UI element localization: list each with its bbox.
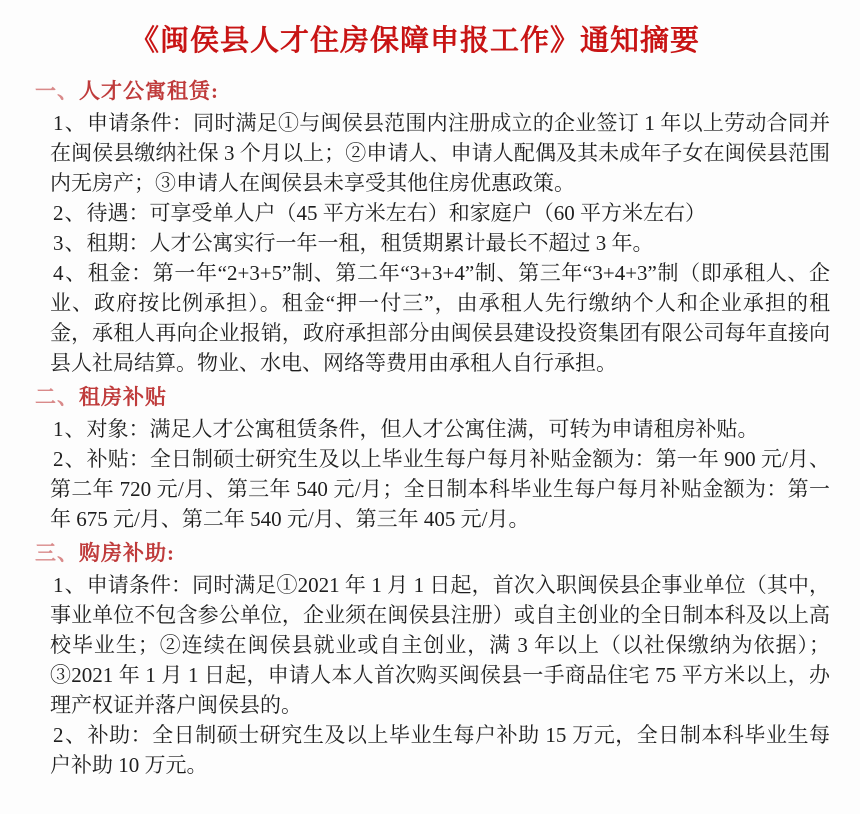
section-rent-subsidy	[0, 382, 830, 534]
section-heading	[35, 382, 830, 412]
document-title: 《闽侯县人才住房保障申报工作》通知摘要	[129, 25, 700, 57]
list-item	[50, 108, 830, 198]
section-number: 一、	[35, 79, 79, 103]
item-number: 3、	[53, 231, 87, 255]
item-number: 2、	[53, 447, 87, 471]
list-item	[50, 228, 830, 258]
section-heading	[35, 538, 830, 568]
item-text: 租期：人才公寓实行一年一租，租赁期累计最长不超过 3 年。	[86, 231, 654, 255]
section-purchase-subsidy	[0, 538, 830, 780]
item-number: 1、	[53, 417, 87, 441]
section-number: 二、	[35, 385, 79, 409]
section-title: 租房补贴	[79, 385, 167, 409]
section-number: 三、	[35, 541, 79, 565]
item-number: 2、	[53, 723, 88, 747]
item-text: 待遇：可享受单人户（45 平方米左右）和家庭户（60 平方米左右）	[86, 201, 706, 225]
list-item	[50, 258, 830, 378]
list-item	[50, 444, 830, 534]
list-item	[50, 414, 830, 444]
item-number: 2、	[53, 201, 87, 225]
item-number: 1、	[53, 573, 87, 597]
section-apartment-rental	[0, 76, 830, 378]
section-title: 人才公寓租赁:	[79, 79, 219, 103]
list-item	[50, 570, 830, 720]
section-heading	[35, 76, 830, 106]
item-text: 补助：全日制硕士研究生及以上毕业生每户补助 15 万元，全日制本科毕业生每户补助 10 万元。	[50, 723, 831, 777]
item-number: 1、	[53, 111, 87, 135]
item-text: 租金：第一年“2+3+5”制、第二年“3+3+4”制、第三年“3+4+3”制（即承租人、企业、政府按比例承担）。租金“押一付三”，由承租人先行缴纳个人和企业承担的租金，承租人再向企业报销，政府承担部分由闽侯县建设投资集团有限公司每年直接向县人社局结算。物业、水电、网络等费用由承租人自行承担。	[50, 261, 831, 375]
list-item	[50, 198, 830, 228]
item-text: 补贴：全日制硕士研究生及以上毕业生每户每月补贴金额为：第一年 900 元/月、第二年 720 元/月、第三年 540 元/月；全日制本科毕业生每户每月补贴金额为：第一年 675 元/月、第二年 540 元/月、第三年 405 元/月。	[50, 447, 831, 531]
item-text: 申请条件：同时满足①2021 年 1 月 1 日起，首次入职闽侯县企事业单位（其中，事业单位不包含参公单位，企业须在闽侯县注册）或自主创业的全日制本科及以上高校毕业生；②连续在闽侯县就业或自主创业，满 3 年以上（以社保缴纳为依据）；③2021 年 1 月 1 日起，申请人本人首次购买闽侯县一手商品住宅 75 平方米以上，办理产权证并落户闽侯县的。	[50, 573, 831, 717]
list-item	[50, 720, 830, 780]
item-text: 对象：满足人才公寓租赁条件，但人才公寓住满，可转为申请租房补贴。	[86, 417, 759, 441]
section-title: 购房补助:	[79, 541, 175, 565]
item-text: 申请条件：同时满足①与闽侯县范围内注册成立的企业签订 1 年以上劳动合同并在闽侯县缴纳社保 3 个月以上；②申请人、申请人配偶及其未成年子女在闽侯县范围内无房产；③申请人在闽侯县未享受其他住房优惠政策。	[50, 111, 831, 195]
item-number: 4、	[53, 261, 88, 285]
